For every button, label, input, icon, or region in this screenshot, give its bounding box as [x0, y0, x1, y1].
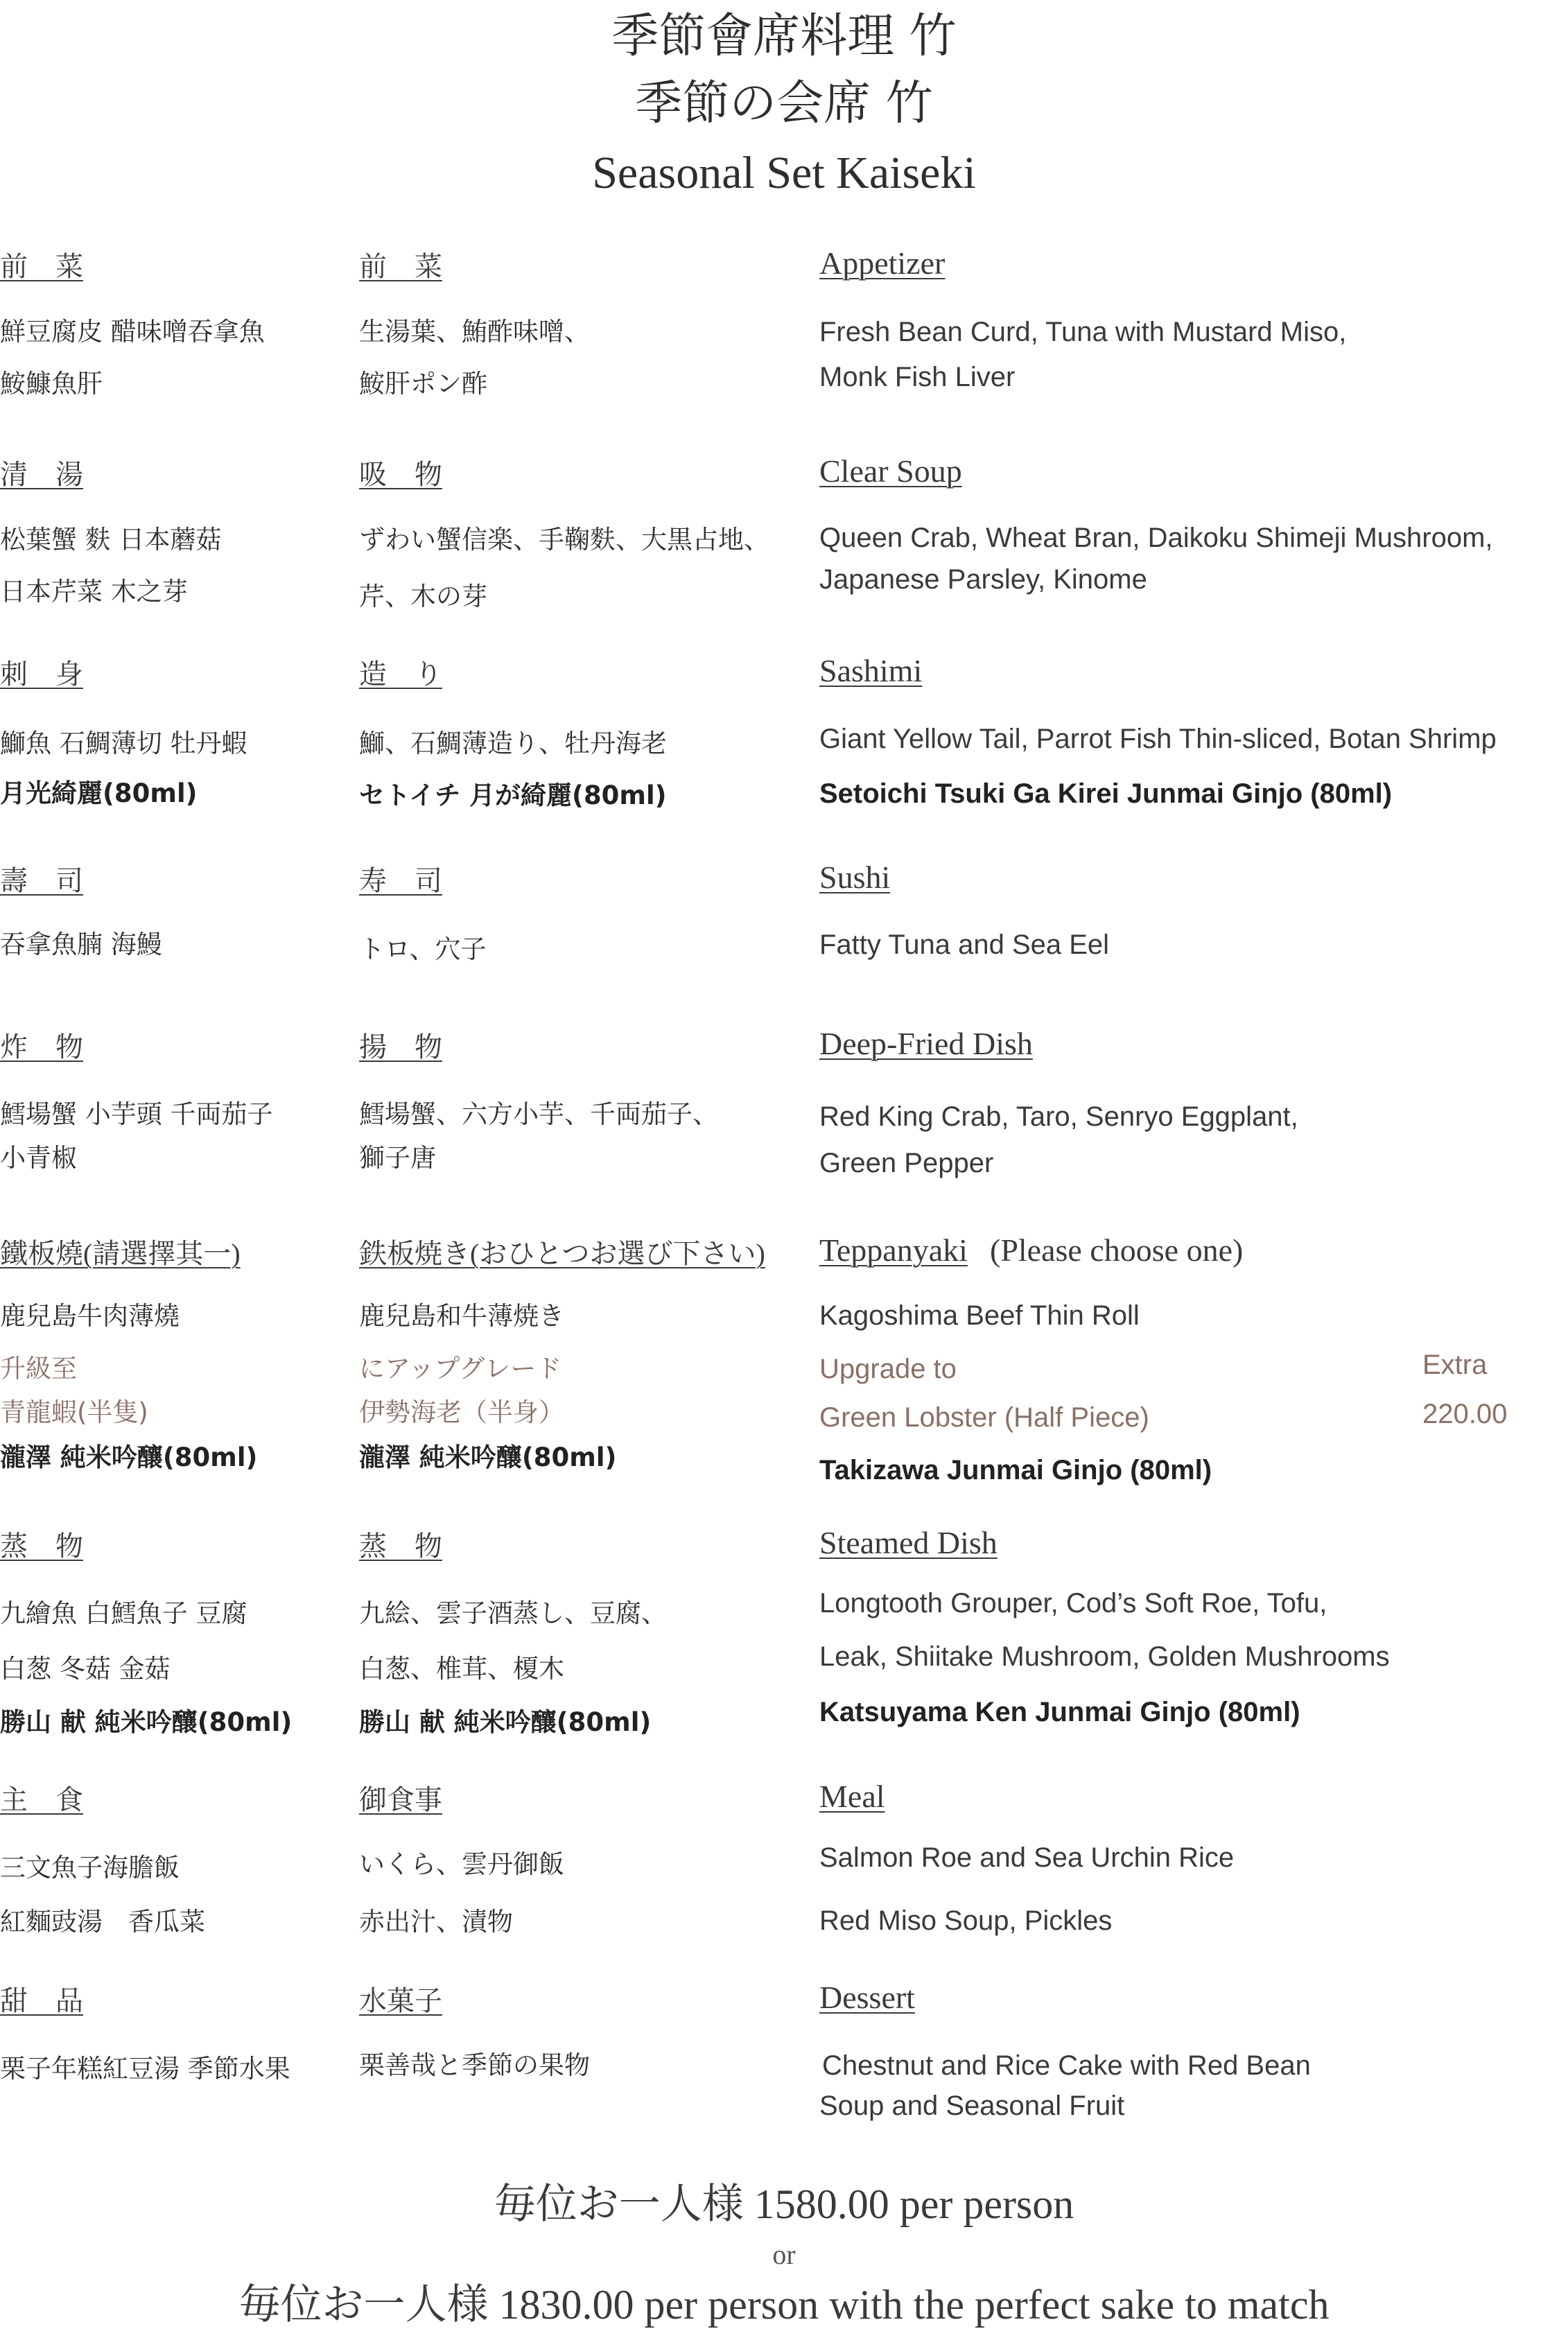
fried-zh-line-2: 小青椒: [0, 1143, 77, 1173]
appetizer-zh-line-1: 鮮豆腐皮 醋味噌吞拿魚: [0, 317, 265, 347]
sashimi-heading-en: Sashimi: [819, 653, 923, 688]
upgrade-extra-price: 220.00: [1422, 1399, 1508, 1429]
fried-heading-zh: 炸 物: [0, 1031, 83, 1063]
teppanyaki-heading-ja: 鉄板焼き(おひとつお選び下さい): [359, 1238, 765, 1269]
steamed-heading-zh: 蒸 物: [0, 1530, 83, 1562]
sashimi-sake-zh: 月光綺麗(80ml): [0, 778, 198, 808]
appetizer-en-line-2: Monk Fish Liver: [819, 362, 1016, 392]
teppanyaki-heading-en: Teppanyaki: [819, 1232, 968, 1268]
meal-ja-line-1: いくら、雲丹御飯: [359, 1849, 564, 1879]
sushi-ja-line-1: トロ、穴子: [359, 934, 487, 964]
upgrade-zh-line-1: 升級至: [0, 1354, 77, 1384]
appetizer-zh-line-2: 鮟鱇魚肝: [0, 369, 103, 399]
steamed-ja-line-2: 白葱、椎茸、榎木: [359, 1654, 564, 1684]
sushi-zh-line-1: 吞拿魚腩 海鰻: [0, 930, 162, 959]
dessert-ja-line-1: 栗善哉と季節の果物: [359, 2050, 590, 2080]
meal-en-line-2: Red Miso Soup, Pickles: [819, 1905, 1113, 1936]
dessert-heading-ja: 水菓子: [359, 1985, 442, 2016]
appetizer-en-line-1: Fresh Bean Curd, Tuna with Mustard Miso,: [819, 317, 1347, 347]
sashimi-sake-ja: セトイチ 月が綺麗(80ml): [359, 780, 667, 810]
fried-ja-line-2: 獅子唐: [359, 1143, 436, 1173]
appetizer-heading-zh: 前 菜: [0, 251, 83, 282]
steamed-sake-zh: 勝山 献 純米吟釀(80ml): [0, 1707, 293, 1737]
meal-ja-line-2: 赤出汁、漬物: [359, 1907, 513, 1937]
fried-heading-en: Deep-Fried Dish: [819, 1026, 1033, 1061]
steamed-heading-en: Steamed Dish: [819, 1525, 998, 1560]
teppanyaki-heading-en-suffix: (Please choose one): [990, 1232, 1244, 1268]
teppanyaki-heading-zh: 鐵板燒(請選擇其一): [0, 1238, 241, 1269]
dessert-en-line-1: Chestnut and Rice Cake with Red Bean: [822, 2050, 1311, 2081]
sushi-en-line-1: Fatty Tuna and Sea Eel: [819, 930, 1110, 960]
teppanyaki-ja-line-1: 鹿兒島和牛薄焼き: [359, 1301, 564, 1331]
soup-zh-line-1: 松葉蟹 麩 日本蘑菇: [0, 525, 222, 555]
upgrade-extra-label: Extra: [1422, 1350, 1488, 1380]
teppanyaki-zh-line-1: 鹿兒島牛肉薄燒: [0, 1301, 180, 1331]
price-per-person: 毎位お一人様 1580.00 per person: [494, 2181, 1074, 2227]
sashimi-sake-en: Setoichi Tsuki Ga Kirei Junmai Ginjo (80ml): [819, 778, 1393, 809]
fried-en-line-2: Green Pepper: [819, 1148, 994, 1178]
steamed-ja-line-1: 九絵、雲子酒蒸し、豆腐、: [359, 1598, 667, 1628]
meal-zh-line-1: 三文魚子海膽飯: [0, 1853, 180, 1883]
sushi-heading-ja: 寿 司: [359, 865, 442, 896]
appetizer-ja-line-1: 生湯葉、鮪酢味噌、: [359, 317, 590, 347]
upgrade-ja-line-2: 伊勢海老（半身）: [359, 1397, 564, 1427]
upgrade-en-line-1: Upgrade to: [819, 1354, 957, 1384]
steamed-sake-en: Katsuyama Ken Junmai Ginjo (80ml): [819, 1697, 1300, 1727]
title-japanese: 季節の会席 竹: [635, 76, 933, 131]
teppanyaki-en-line-1: Kagoshima Beef Thin Roll: [819, 1300, 1140, 1331]
title-chinese: 季節會席料理 竹: [611, 9, 957, 64]
dessert-zh-line-1: 栗子年糕紅豆湯 季節水果: [0, 2054, 290, 2084]
dessert-heading-en: Dessert: [819, 1980, 915, 2015]
dessert-heading-zh: 甜 品: [0, 1985, 83, 2016]
soup-heading-ja: 吸 物: [359, 459, 442, 490]
fried-en-line-1: Red King Crab, Taro, Senryo Eggplant,: [819, 1101, 1298, 1132]
appetizer-ja-line-2: 鮟肝ポン酢: [359, 369, 487, 399]
sashimi-en-line-1: Giant Yellow Tail, Parrot Fish Thin-sliced, Botan Shrimp: [819, 724, 1497, 754]
meal-zh-line-2: 紅麵豉湯 香瓜菜: [0, 1907, 205, 1937]
appetizer-heading-en: Appetizer: [819, 245, 946, 281]
meal-heading-en: Meal: [819, 1779, 885, 1814]
soup-heading-zh: 清 湯: [0, 459, 83, 490]
fried-ja-line-1: 鱈場蟹、六方小芋、千両茄子、: [359, 1099, 718, 1129]
price-or: or: [772, 2239, 796, 2270]
upgrade-ja-line-1: にアップグレード: [359, 1354, 562, 1384]
fried-heading-ja: 揚 物: [359, 1031, 442, 1063]
steamed-en-line-1: Longtooth Grouper, Cod’s Soft Roe, Tofu,: [819, 1588, 1327, 1619]
upgrade-zh-line-2: 青龍蝦(半隻): [0, 1397, 148, 1427]
meal-heading-zh: 主 食: [0, 1784, 83, 1815]
steamed-zh-line-1: 九繪魚 白鱈魚子 豆腐: [0, 1598, 247, 1628]
meal-en-line-1: Salmon Roe and Sea Urchin Rice: [819, 1842, 1235, 1873]
soup-ja-line-2: 芹、木の芽: [359, 582, 487, 611]
appetizer-heading-ja: 前 菜: [359, 251, 442, 282]
sashimi-heading-zh: 刺 身: [0, 658, 83, 690]
meal-heading-ja: 御食事: [359, 1784, 442, 1815]
upgrade-en-line-2: Green Lobster (Half Piece): [819, 1402, 1149, 1433]
teppanyaki-sake-zh: 瀧澤 純米吟釀(80ml): [0, 1442, 258, 1472]
sushi-heading-en: Sushi: [819, 860, 891, 895]
sashimi-zh-line-1: 鰤魚 石鯛薄切 牡丹蝦: [0, 729, 247, 758]
soup-en-line-2: Japanese Parsley, Kinome: [819, 564, 1147, 595]
soup-ja-line-1: ずわい蟹信楽、手鞠麩、大黒占地、: [359, 525, 769, 555]
soup-zh-line-2: 日本芹菜 木之芽: [0, 577, 188, 607]
teppanyaki-sake-en: Takizawa Junmai Ginjo (80ml): [819, 1455, 1212, 1485]
price-with-sake: 毎位お一人様 1830.00 per person with the perfect sake to match: [238, 2282, 1330, 2328]
teppanyaki-sake-ja: 瀧澤 純米吟釀(80ml): [359, 1442, 617, 1472]
soup-heading-en: Clear Soup: [819, 453, 962, 489]
fried-zh-line-1: 鱈場蟹 小芋頭 千両茄子: [0, 1099, 273, 1129]
sushi-heading-zh: 壽 司: [0, 865, 83, 896]
sashimi-ja-line-1: 鰤、石鯛薄造り、牡丹海老: [359, 729, 667, 758]
dessert-en-line-2: Soup and Seasonal Fruit: [819, 2091, 1125, 2121]
sashimi-heading-ja: 造 り: [359, 658, 442, 690]
steamed-zh-line-2: 白葱 冬菇 金菇: [0, 1654, 171, 1684]
soup-en-line-1: Queen Crab, Wheat Bran, Daikoku Shimeji Mushroom,: [819, 523, 1493, 553]
title-english: Seasonal Set Kaiseki: [592, 148, 976, 198]
steamed-en-line-2: Leak, Shiitake Mushroom, Golden Mushrooms: [819, 1641, 1390, 1672]
steamed-sake-ja: 勝山 献 純米吟釀(80ml): [359, 1707, 652, 1737]
steamed-heading-ja: 蒸 物: [359, 1530, 442, 1562]
